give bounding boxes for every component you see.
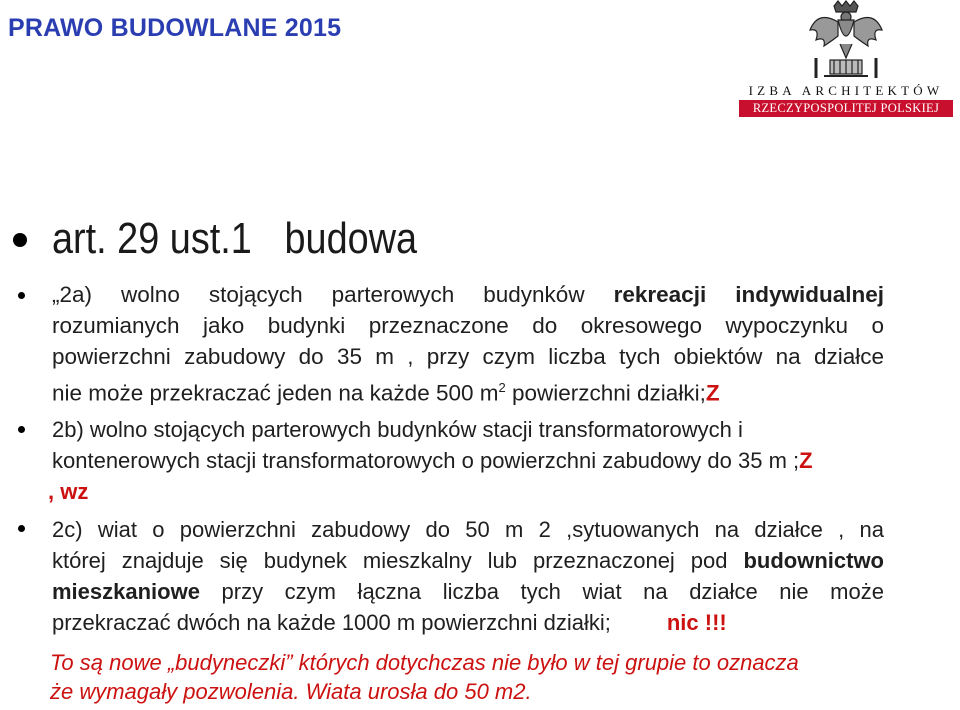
item-2c — [52, 514, 884, 638]
heading-part-2: budowa — [284, 214, 418, 263]
status-mark: nic !!! — [666, 610, 727, 635]
item-2a-line: „2a) wolno stojących parterowych budynków rekreacji indywidualnej — [52, 282, 884, 307]
note-line: To są nowe „budyneczki” których dotychczas nie było w tej grupie to oznacza — [50, 650, 799, 675]
item-2c-line: mieszkaniowe przy czym łączna liczba tych wiat na działce nie może — [52, 579, 884, 604]
status-mark: Z — [799, 448, 813, 473]
bullet-icon — [18, 525, 25, 532]
item-2a-line: nie może przekraczać jeden na każde 500 $m^2$ powierzchni działki;Z — [52, 380, 720, 406]
item-2c-line: 2c) wiat o powierzchni zabudowy do 50 m 2 ,sytuowanych na działce , na — [52, 517, 884, 542]
item-2a-line: rozumianych jako budynki przeznaczone do okresowego wypoczynku o — [52, 313, 884, 338]
chamber-of-architects-logo — [738, 0, 960, 122]
article-heading — [52, 214, 417, 264]
item-2a — [52, 279, 884, 409]
heading-part-1: art. 29 ust.1 — [52, 214, 252, 263]
item-2c-line: przekraczać dwóch na każde 1000 m powierzchni działki; nic !!! — [52, 610, 727, 635]
item-2a-line: powierzchni zabudowy do 35 m , przy czym liczba tych obiektów na działce — [52, 344, 884, 369]
logo-line-2: RZECZYPOSPOLITEJ POLSKIEJ — [739, 100, 953, 117]
status-mark-secondary: , wz — [48, 479, 89, 504]
item-2a-bold-phrase: rekreacji indywidualnej — [613, 282, 884, 307]
closing-note — [50, 648, 886, 706]
item-2b — [48, 414, 884, 507]
item-2b-line: 2b) wolno stojących parterowych budynków stacji transformatorowych i — [52, 417, 743, 442]
presentation-title: PRAWO BUDOWLANE 2015 — [8, 14, 342, 42]
superscript: 2 — [498, 380, 506, 395]
status-mark: Z — [705, 380, 720, 406]
bullet-icon — [13, 233, 27, 247]
item-2b-line: kontenerowych stacji transformatorowych o powierzchni zabudowy do 35 m ;Z — [52, 448, 813, 473]
bullet-icon — [18, 426, 25, 433]
note-line: że wymagały pozwolenia. Wiata urosła do 50 m2. — [50, 679, 532, 704]
bullet-icon — [18, 292, 25, 299]
item-2c-bold-phrase: mieszkaniowe — [52, 579, 200, 604]
item-2c-bold-phrase: budownictwo — [743, 548, 884, 573]
logo-line-1: IZBA ARCHITEKTÓW — [748, 83, 944, 98]
item-2c-line: której znajduje się budynek mieszkalny lub przeznaczonej pod budownictwo — [52, 548, 884, 573]
eagle-emblem-icon — [738, 0, 960, 84]
